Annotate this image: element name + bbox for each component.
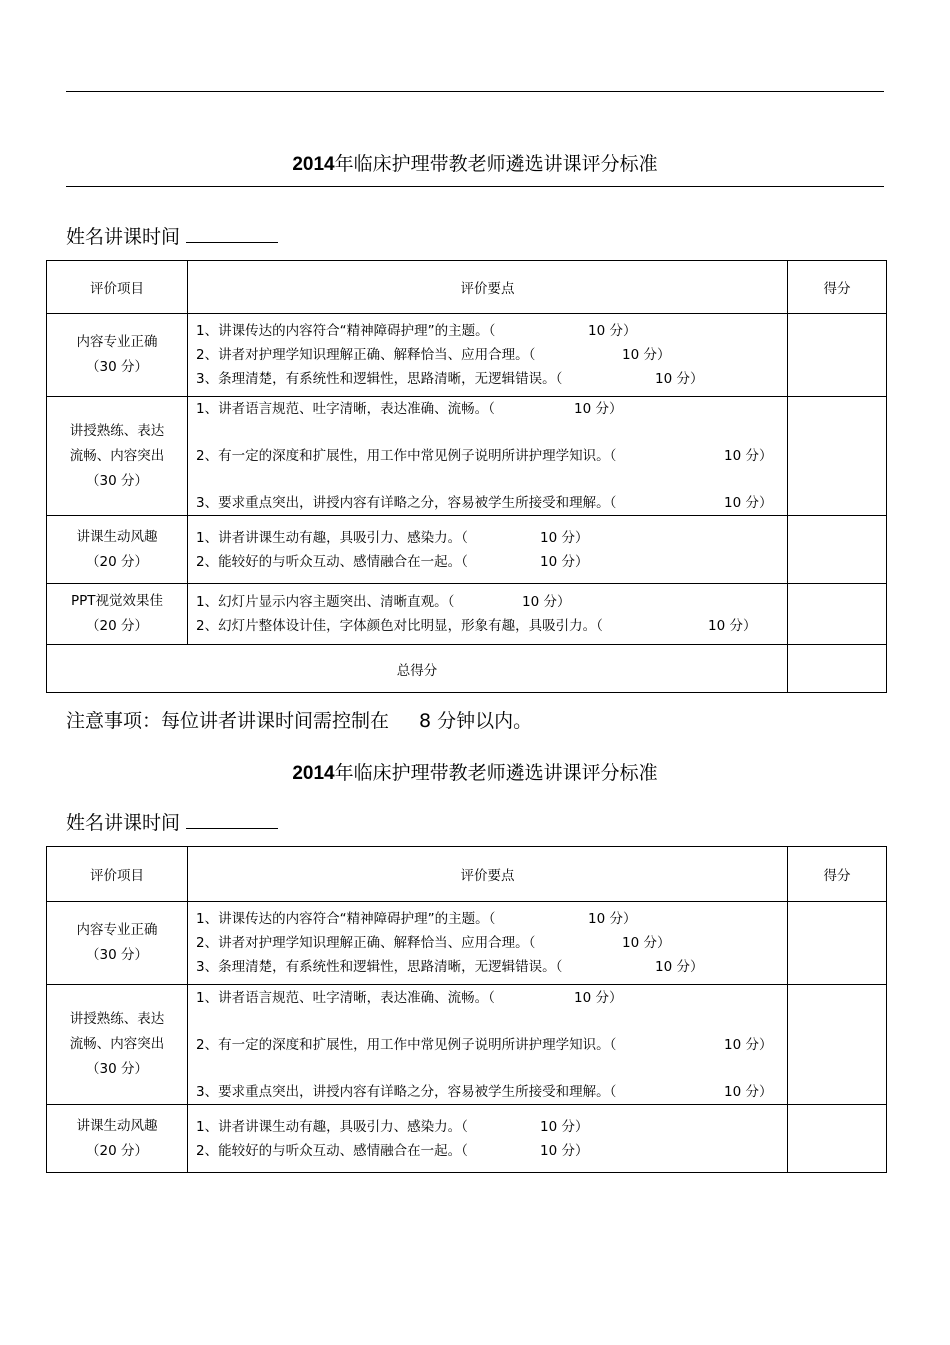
point-item: 1、讲课传达的内容符合“精神障碍护理”的主题。（ 10 分）	[196, 323, 637, 339]
table-row	[47, 397, 887, 516]
header-item: 评价项目	[47, 261, 188, 314]
score-table-2	[46, 846, 887, 1173]
name-time-blank	[186, 810, 278, 829]
name-time-label: 姓名讲课时间	[66, 812, 181, 834]
category-cell: 讲授熟练、表达 流畅、内容突出 （30 分）	[47, 397, 188, 516]
table-row	[47, 902, 887, 985]
score-table-1	[46, 260, 887, 693]
score-cell[interactable]	[788, 516, 887, 584]
point-item: 1、讲者语言规范、吐字清晰，表达准确、流畅。（ 10 分）	[196, 401, 623, 417]
table-row	[47, 516, 887, 584]
header-score: 得分	[788, 847, 887, 902]
category-cell: 讲课生动风趣 （20 分）	[47, 1105, 188, 1173]
point-item: 1、讲课传达的内容符合“精神障碍护理”的主题。（ 10 分）	[196, 911, 637, 927]
page-title-2	[0, 761, 950, 786]
title-underline	[66, 186, 884, 187]
category-cell: 讲课生动风趣 （20 分）	[47, 516, 188, 584]
point-item: 2、能较好的与听众互动、感情融合在一起。（ 10 分）	[196, 553, 589, 570]
header-item: 评价项目	[47, 847, 188, 902]
notice: 注意事项：每位讲者讲课时间需控制在 8 分钟以内。	[66, 710, 533, 732]
point-item: 3、条理清楚，有系统性和逻辑性，思路清晰，无逻辑错误。（ 10 分）	[196, 371, 704, 387]
score-cell[interactable]	[788, 397, 887, 516]
points-cell	[188, 314, 788, 397]
category-cell: PPT视觉效果佳 （20 分）	[47, 584, 188, 645]
category-cell: 内容专业正确 （30 分）	[47, 314, 188, 397]
table-row	[47, 985, 887, 1105]
score-cell[interactable]	[788, 584, 887, 645]
table-header-row	[47, 847, 887, 902]
points-cell	[188, 902, 788, 985]
header-points: 评价要点	[188, 261, 788, 314]
score-cell[interactable]	[788, 902, 887, 985]
point-item: 3、要求重点突出，讲授内容有详略之分，容易被学生所接受和理解。（ 10 分）	[196, 495, 773, 511]
notice-minutes: 8	[419, 710, 432, 732]
points-cell	[188, 516, 788, 584]
name-time-field-2	[66, 810, 278, 835]
page-title	[0, 152, 950, 177]
points-cell	[188, 397, 788, 516]
point-item: 3、要求重点突出，讲授内容有详略之分，容易被学生所接受和理解。（ 10 分）	[196, 1083, 773, 1100]
title-text: 年临床护理带教老师遴选讲课评分标准	[334, 153, 658, 175]
point-item: 2、有一定的深度和扩展性，用工作中常见例子说明所讲护理学知识。（ 10 分）	[196, 1036, 773, 1053]
table-row	[47, 584, 887, 645]
point-item: 1、讲者语言规范、吐字清晰，表达准确、流畅。（ 10 分）	[196, 989, 623, 1006]
table-header-row	[47, 261, 887, 314]
name-time-field	[66, 224, 278, 249]
name-time-blank	[186, 224, 278, 243]
score-cell[interactable]	[788, 314, 887, 397]
table-row	[47, 314, 887, 397]
total-row	[47, 645, 887, 693]
total-label: 总得分	[47, 645, 788, 693]
point-item: 2、有一定的深度和扩展性，用工作中常见例子说明所讲护理学知识。（ 10 分）	[196, 448, 773, 464]
point-item: 3、条理清楚，有系统性和逻辑性，思路清晰，无逻辑错误。（ 10 分）	[196, 959, 704, 975]
title-year: 2014	[292, 154, 335, 175]
points-cell	[188, 584, 788, 645]
total-score-cell[interactable]	[788, 645, 887, 693]
points-cell	[188, 1105, 788, 1173]
score-cell[interactable]	[788, 1105, 887, 1173]
header-points: 评价要点	[188, 847, 788, 902]
score-cell[interactable]	[788, 985, 887, 1105]
category-cell: 讲授熟练、表达 流畅、内容突出 （30 分）	[47, 985, 188, 1105]
header-score: 得分	[788, 261, 887, 314]
point-item: 1、幻灯片显示内容主题突出、清晰直观。（ 10 分）	[196, 594, 571, 610]
point-item: 1、讲者讲课生动有趣，具吸引力、感染力。（ 10 分）	[196, 1118, 589, 1135]
points-cell	[188, 985, 788, 1105]
point-item: 2、讲者对护理学知识理解正确、解释恰当、应用合理。（ 10 分）	[196, 935, 671, 951]
point-item: 2、讲者对护理学知识理解正确、解释恰当、应用合理。（ 10 分）	[196, 347, 671, 363]
point-item: 1、讲者讲课生动有趣，具吸引力、感染力。（ 10 分）	[196, 529, 589, 546]
name-time-label: 姓名讲课时间	[66, 226, 181, 248]
point-item: 2、幻灯片整体设计佳，字体颜色对比明显，形象有趣，具吸引力。（ 10 分）	[196, 618, 757, 634]
point-item: 2、能较好的与听众互动、感情融合在一起。（ 10 分）	[196, 1142, 589, 1159]
title-text: 年临床护理带教老师遴选讲课评分标准	[334, 762, 658, 784]
title-year: 2014	[292, 763, 335, 784]
table-row	[47, 1105, 887, 1173]
header-rule-top	[66, 91, 884, 92]
category-cell: 内容专业正确 （30 分）	[47, 902, 188, 985]
